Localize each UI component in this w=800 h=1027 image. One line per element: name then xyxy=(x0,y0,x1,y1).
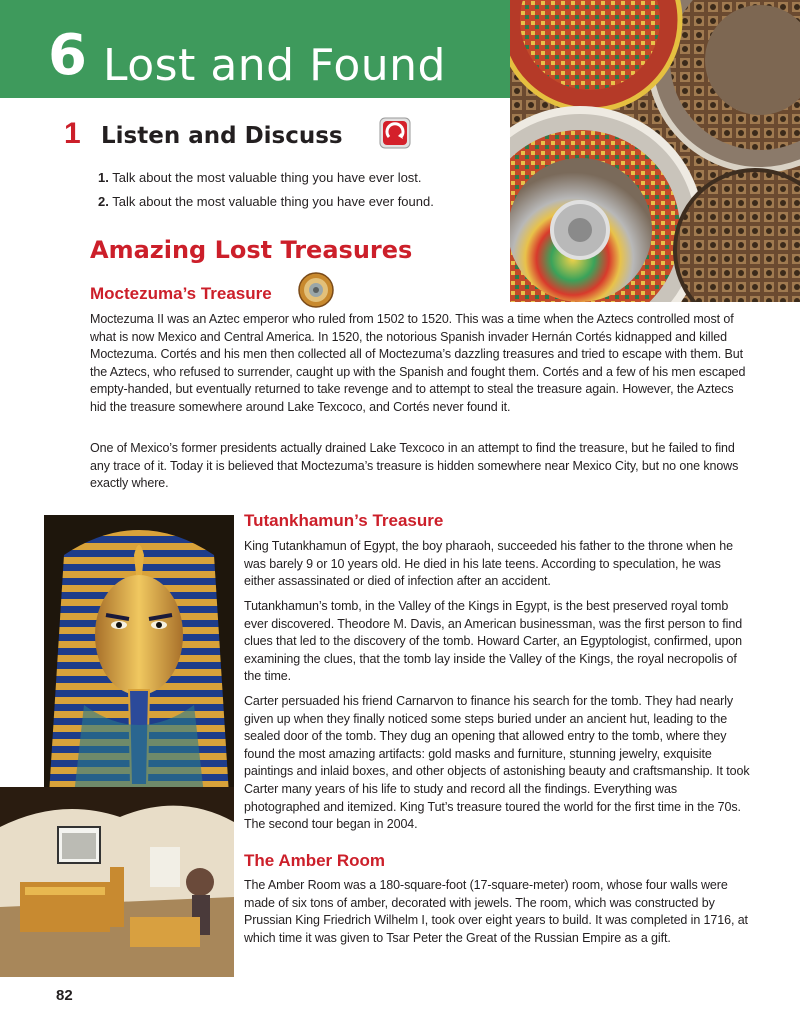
section-number: 1 xyxy=(64,117,81,150)
audio-play-icon[interactable] xyxy=(379,117,411,149)
aztec-calendar-photo xyxy=(510,0,800,302)
tutankhamun-paragraph: King Tutankhamun of Egypt, the boy pharaoh, succeeded his father to the throne when he was barely 9 or 10 years old. He died in his late teens. According to speculation, he was either assassinated or died of infection after an accident. xyxy=(244,539,733,589)
moctezuma-paragraph: One of Mexico’s former presidents actually drained Lake Texcoco in an attempt to find the treasure, but he failed to find any trace of it. Today it is believed that Moctezuma’s treasure is hidden somewhere near Mexico City, but no one knows exactly where. xyxy=(90,441,739,491)
moctezuma-paragraph: Moctezuma II was an Aztec emperor who ruled from 1502 to 1520. This was a time when the Aztecs controlled most of what is now Mexico and Central America. In 1520, the notorious Spanish invader Hernán Cortés kidnapped and killed Moctezuma. Cortés and his men then collected all of Moctezuma’s dazzling treasures and tried to escape with them. But the Aztecs, who refused to surrender, caught up with the Spanish and fought them. Cortés and a few of his men escaped empty-handed, but eventually returned to take revenge and to attempt to steal the treasure again. However, the Aztecs hid the treasure somewhere around Lake Texcoco, and Cortés never found it. xyxy=(90,312,746,414)
amber-room-paragraph: The Amber Room was a 180-square-foot (17-square-meter) room, whose four walls were made of six tons of amber, decorated with jewels. The room, which was constructed by Prussian King Friedrich Wilhelm I, took over eight years to build. It was completed in 1716, at which time it was given to Tsar Peter the Great of the Russian Empire as a gift. xyxy=(244,878,748,945)
discuss-item: 2. Talk about the most valuable thing you have ever found. xyxy=(98,194,434,209)
discuss-list xyxy=(98,166,434,214)
coin-icon xyxy=(298,272,334,308)
section-title: Listen and Discuss xyxy=(101,123,343,149)
unit-number: 6 xyxy=(48,23,87,88)
tutankhamun-paragraph: Tutankhamun’s tomb, in the Valley of the Kings in Egypt, is the best preserved royal tomb ever discovered. Theodore M. Davis, an American businessman, was the first person to find clues that led to the discovery of the tomb. Howard Carter, an Egyptologist, confirmed, upon examining the clues, that the tomb lay inside the Valley of the Kings, the royal necropolis of the time. xyxy=(244,599,743,684)
tomb-artifacts-photo xyxy=(0,787,234,977)
amber-room-heading: The Amber Room xyxy=(244,851,386,870)
discuss-item: 1. Talk about the most valuable thing you have ever lost. xyxy=(98,170,422,185)
article-title: Amazing Lost Treasures xyxy=(90,236,413,264)
unit-title: Lost and Found xyxy=(103,40,446,91)
moctezuma-heading: Moctezuma’s Treasure xyxy=(90,284,272,303)
tutankhamun-heading: Tutankhamun’s Treasure xyxy=(244,511,444,530)
page-number: 82 xyxy=(56,987,73,1004)
tutankhamun-paragraph: Carter persuaded his friend Carnarvon to finance his search for the tomb. They had nearly given up when they finally noticed some steps buried under an ancient hut, leading to the sealed door of the tomb. They dug an opening that allowed entry to the tomb, where they found the most amazing artifacts: gold masks and furniture, stunning jewelry, exquisite paintings and inlaid boxes, and other objects of astonishing beauty and craftsmanship. It took Carter many years of his life to study and record all the findings. Everything was photographed and itemized. King Tut’s treasure toured the world for the first time in the 70s. The second tour began in 2004. xyxy=(244,694,750,832)
tutankhamun-mask-photo xyxy=(44,515,234,795)
